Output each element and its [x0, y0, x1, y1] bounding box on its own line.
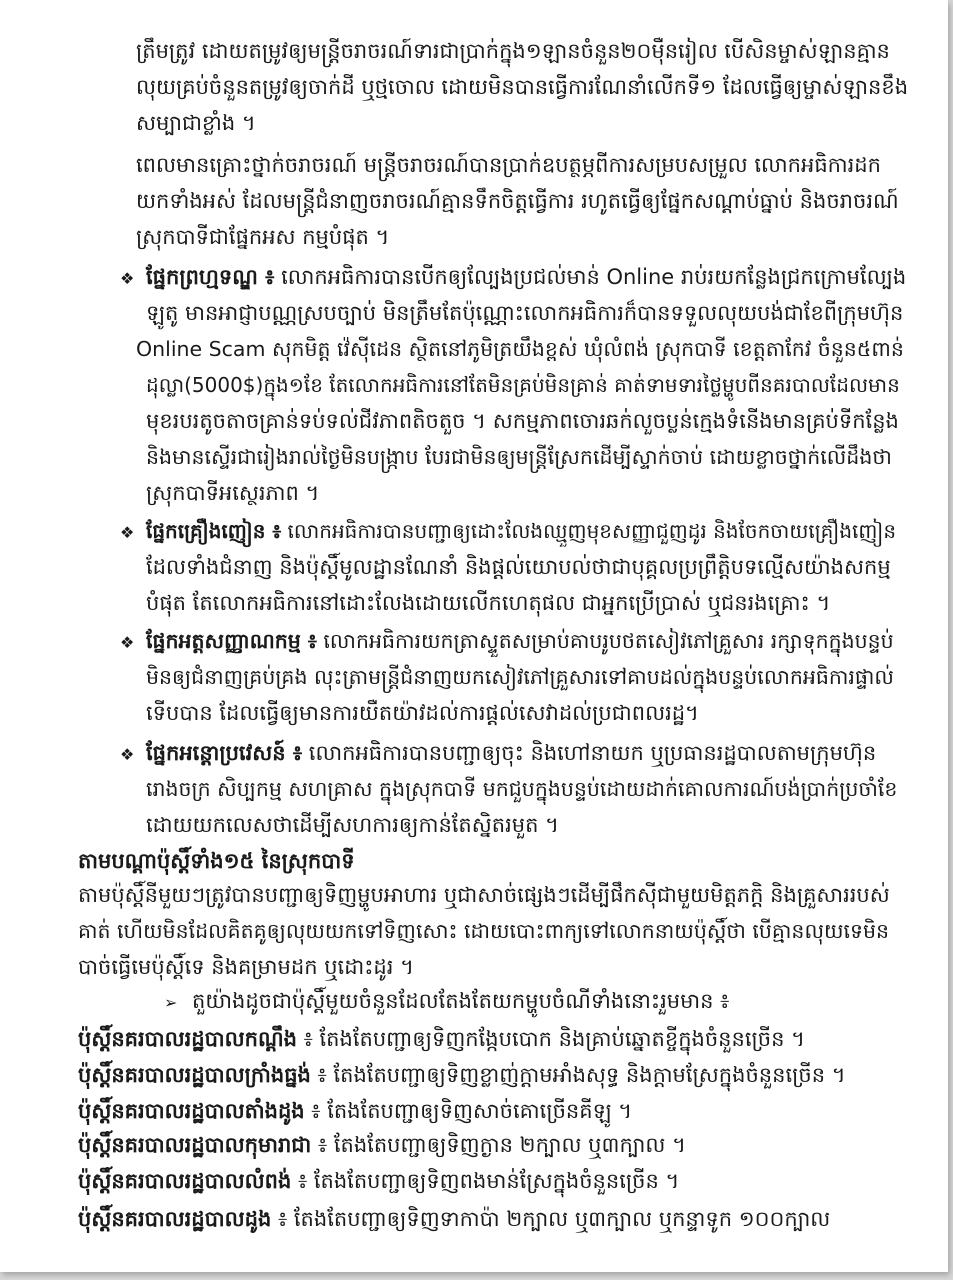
diamond-bullet-icon: ❖: [120, 269, 135, 288]
post-item: [78, 1024, 805, 1054]
section-criminal-line-4: ដុល្លា(5000$)ក្នុង១ខែ តែលោកអធិការនៅតែមិនគ្រប់មិនគ្រាន់ គាត់ទាមទារថ្លៃម្ហូបពីនគរបាលដែលមាន: [146, 373, 900, 397]
diamond-bullet-icon: ❖: [120, 633, 135, 652]
section-drugs-text: លោកអធិការបានបញ្ជាឲ្យដោះលែងឈ្មួញមុខសញ្ញាជួញដូរ និងចែកចាយគ្រឿងញៀន: [281, 519, 897, 543]
intro-line-1: ត្រឹមត្រូវ ដោយតម្រូវឲ្យមន្ត្រីចរាចរណ៍ទារជាប្រាក់ក្នុង១ឡានចំនួន២០ម៉ឺនរៀល បើសិនម្ចាស់ឡានគ្មាន: [136, 39, 890, 63]
section-immigration-line-1: [146, 738, 876, 768]
section-immigration-line-3: ដោយយកលេសថាដើម្បីសហការឲ្យកាន់តែស្និតរមួត ។: [146, 813, 559, 837]
post-detail: ៖ តែងតែបញ្ជាឲ្យទិញខ្លាញ់ក្តាមអាំងសុទ្ធ និងក្តាមស្រែក្នុងចំនួនច្រើន ។: [310, 1063, 846, 1087]
intro-line-5: យកទាំងអស់ ដែលមន្ត្រីជំនាញចរាចរណ៍គ្មានទឹកចិត្តធ្វើការ រហូតធ្វើឲ្យផ្នែកសណ្តាប់ធ្នាប់ និងចរាចរណ៍: [136, 189, 899, 213]
post-detail: ៖ តែងតែបញ្ជាឲ្យទិញពងមាន់ស្រែក្នុងចំនួនច្រើន ។: [291, 1169, 680, 1193]
section-drugs-title: ផ្នែកគ្រឿងញៀន ៖: [146, 519, 282, 543]
section-criminal-line-5: មុខរបរតូចតាចគ្រាន់ទប់ទល់ជីវភាពតិចតួច ។ សកម្មភាពចោរឆក់លួចប្លន់ក្មេងទំនើងមានគ្រប់ទីកន្លែង: [146, 409, 899, 433]
post-name: ប៉ុស្តិ៍នគរបាលរដ្ឋបាលលំពង់: [78, 1169, 292, 1193]
section-identity-line-3: ទើបបាន ដែលធ្វើឲ្យមានការយឺតយ៉ាវដល់ការផ្តល់សេវាដល់ប្រជាពលរដ្ឋ។: [146, 701, 699, 725]
section-identity-line-2: មិនឲ្យជំនាញគ្រប់គ្រង លុះត្រាមន្ត្រីជំនាញយកសៀវភៅគ្រួសារទៅគាបដល់ក្នុងបន្ទប់លោកអធិការផ្ទាល់: [146, 665, 894, 689]
diamond-bullet-icon: ❖: [120, 745, 135, 764]
section-drugs-line-1: [146, 516, 896, 546]
post-detail: ៖ តែងតែបញ្ជាឲ្យទិញក្ងាន ២ក្បាល ឬ៣ក្បាល ។: [311, 1133, 686, 1157]
section-immigration-text: លោកអធិការបានបញ្ជាឲ្យចុះ និងហៅនាយក ឬប្រធានរដ្ឋបាលតាមក្រុមហ៊ុន: [302, 741, 877, 765]
post-name: ប៉ុស្តិ៍នគរបាលរដ្ឋបាលកុមារាជា: [78, 1133, 312, 1157]
diamond-bullet-icon: ❖: [120, 523, 135, 542]
intro-line-4: ពេលមានគ្រោះថ្នាក់ចរាចរណ៍ មន្ត្រីចរាចរណ៍បានប្រាក់ឧបត្ថម្ភពីការសម្របសម្រួល លោកអធិការដក: [136, 153, 881, 177]
posts-heading: តាមបណ្តាប៉ុស្តិ៍ទាំង១៥ នៃស្រុកបាទី: [78, 849, 355, 873]
section-criminal-line-3: Online Scam សុកមិត្ត វ៉េស៊ីដេន ស្ថិតនៅភូមិត្រយឹងខ្ពស់ ឃុំលំពង់ ស្រុកបាទី ខេត្តតាកែវ ចំនួន៥ពាន់: [136, 337, 904, 361]
section-immigration-title: ផ្នែកអន្តោប្រវេសន៍ ៖: [146, 741, 303, 765]
post-item: [78, 1204, 830, 1234]
post-name: ប៉ុស្តិ៍នគរបាលរដ្ឋបាលកណ្តឹង: [78, 1027, 297, 1051]
section-immigration-line-2: រោងចក្រ សិប្បកម្ម សហគ្រាស ក្នុងស្រុកបាទី មកជួបក្នុងបន្ទប់ដោយដាក់គោលការណ៍បង់ប្រាក់ប្រចាំខែ: [146, 777, 898, 801]
post-detail: ៖ តែងតែបញ្ជាឲ្យទិញទាកាប៉ា ២ក្បាល ឬ៣ក្បាល ឬកន្ទាទូក ១០០ក្បាល: [271, 1207, 831, 1231]
post-detail: ៖ តែងតែបញ្ជាឲ្យទិញកង្កែបបោក និងគ្រាប់ឆ្នោតខ្ចីក្នុងចំនួនច្រើន ។: [296, 1027, 805, 1051]
section-drugs-line-2: ដែលទាំងជំនាញ និងប៉ុស្តិ៍មូលដ្ឋានណែនាំ និងផ្តល់យោបល់ថាជាបុគ្គលប្រព្រឹត្តិបទល្មើសយ៉ាងសកម្ម: [146, 555, 891, 579]
section-drugs-line-3: បំផុត តែលោកអធិការនៅដោះលែងដោយលើកហេតុផល ជាអ្នកប្រើប្រាស់ ឬជនរងគ្រោះ ។: [146, 591, 831, 615]
section-identity-text: លោកអធិការយកត្រាស្ទួតសម្រាប់គាបរូបថតសៀវភៅគ្រួសារ រក្សាទុកក្នុងបន្ទប់: [316, 629, 894, 653]
post-item: [78, 1166, 679, 1196]
posts-paragraph-line-3: បាច់ធ្វើមេប៉ុស្តិ៍ទេ និងគម្រាមដក ឬដោះដូរ ។: [78, 955, 414, 979]
intro-line-2: លុយគ្រប់ចំនួនតម្រូវឲ្យចាក់ដី ឬថ្មចោល ដោយមិនបានធ្វើការណែនាំលើកទី១ ដែលធ្វើឲ្យម្ចាស់ឡានខឹង: [136, 75, 909, 99]
post-item: [78, 1060, 846, 1090]
example-intro: តួយ៉ាងដូចជាប៉ុស្តិ៍មួយចំនួនដែលតែងតែយកម្ហូបចំណីទាំងនោះរួមមាន ៖: [192, 989, 730, 1013]
post-name: ប៉ុស្តិ៍នគរបាលរដ្ឋបាលដូង: [78, 1207, 272, 1231]
posts-paragraph-line-2: គាត់ ហើយមិនដែលគិតគូឲ្យលុយយកទៅទិញសោះ ដោយបោះពាក្យទៅលោកនាយប៉ុស្តិ៍ថា បើគ្មានលុយទេមិន: [78, 919, 890, 943]
section-criminal-line-6: និងមានស្ទើរជារៀងរាល់ថ្ងៃមិនបង្ក្រាប បែរជាមិនឲ្យមន្ត្រីស្រែកដើម្បីស្ទាក់ចាប់ ដោយខ្លាចថ្នាក់លើដឹងថា: [146, 445, 892, 469]
section-criminal-line-2: ឡូតូ មានអាជ្ញាបណ្ណស្របច្បាប់ មិនត្រឹមតែប៉ុណ្ណោះលោកអធិការក៏បានទទួលលុយបង់ជាខែពីក្រុមហ៊ុន: [146, 301, 904, 325]
post-item: [78, 1130, 686, 1160]
section-identity-line-1: [146, 626, 894, 656]
post-detail: ៖ តែងតែបញ្ជាឲ្យទិញសាច់គោច្រើនគីឡូ ។: [304, 1099, 633, 1123]
intro-line-3: សម្បាជាខ្លាំង ។: [136, 111, 256, 135]
post-name: ប៉ុស្តិ៍នគរបាលរដ្ឋបាលតាំងដូង: [78, 1099, 305, 1123]
section-criminal-line-7: ស្រុកបាទីអស្ថេរភាព ។: [146, 481, 320, 505]
section-criminal-text: លោកអធិការបានបើកឲ្យល្បែងប្រជល់មាន់ Online រាប់រយកន្លែងជ្រកក្រោមល្បែង: [274, 265, 907, 289]
section-criminal-line-1: [146, 262, 906, 292]
post-item: [78, 1096, 632, 1126]
intro-line-6: ស្រុកបាទីជាផ្នែកអស កម្មបំផុត ។: [136, 225, 390, 249]
post-name: ប៉ុស្តិ៍នគរបាលរដ្ឋបាលក្រាំងធ្នង់: [78, 1063, 311, 1087]
section-criminal-title: ផ្នែកព្រហ្មទណ្ឌ ៖: [146, 265, 275, 289]
arrow-bullet-icon: ➢: [164, 993, 178, 1012]
posts-paragraph-line-1: តាមប៉ុស្តិ៍នីមួយៗត្រូវបានបញ្ជាឲ្យទិញម្ហូបអាហារ ឬជាសាច់ផ្សេងៗដើម្បីផឹកស៊ីជាមួយមិត្តភក្តិ និងគ្រួសាររបស់: [78, 883, 890, 907]
section-identity-title: ផ្នែកអត្តសញ្ញាណកម្ម ៖: [146, 629, 317, 653]
